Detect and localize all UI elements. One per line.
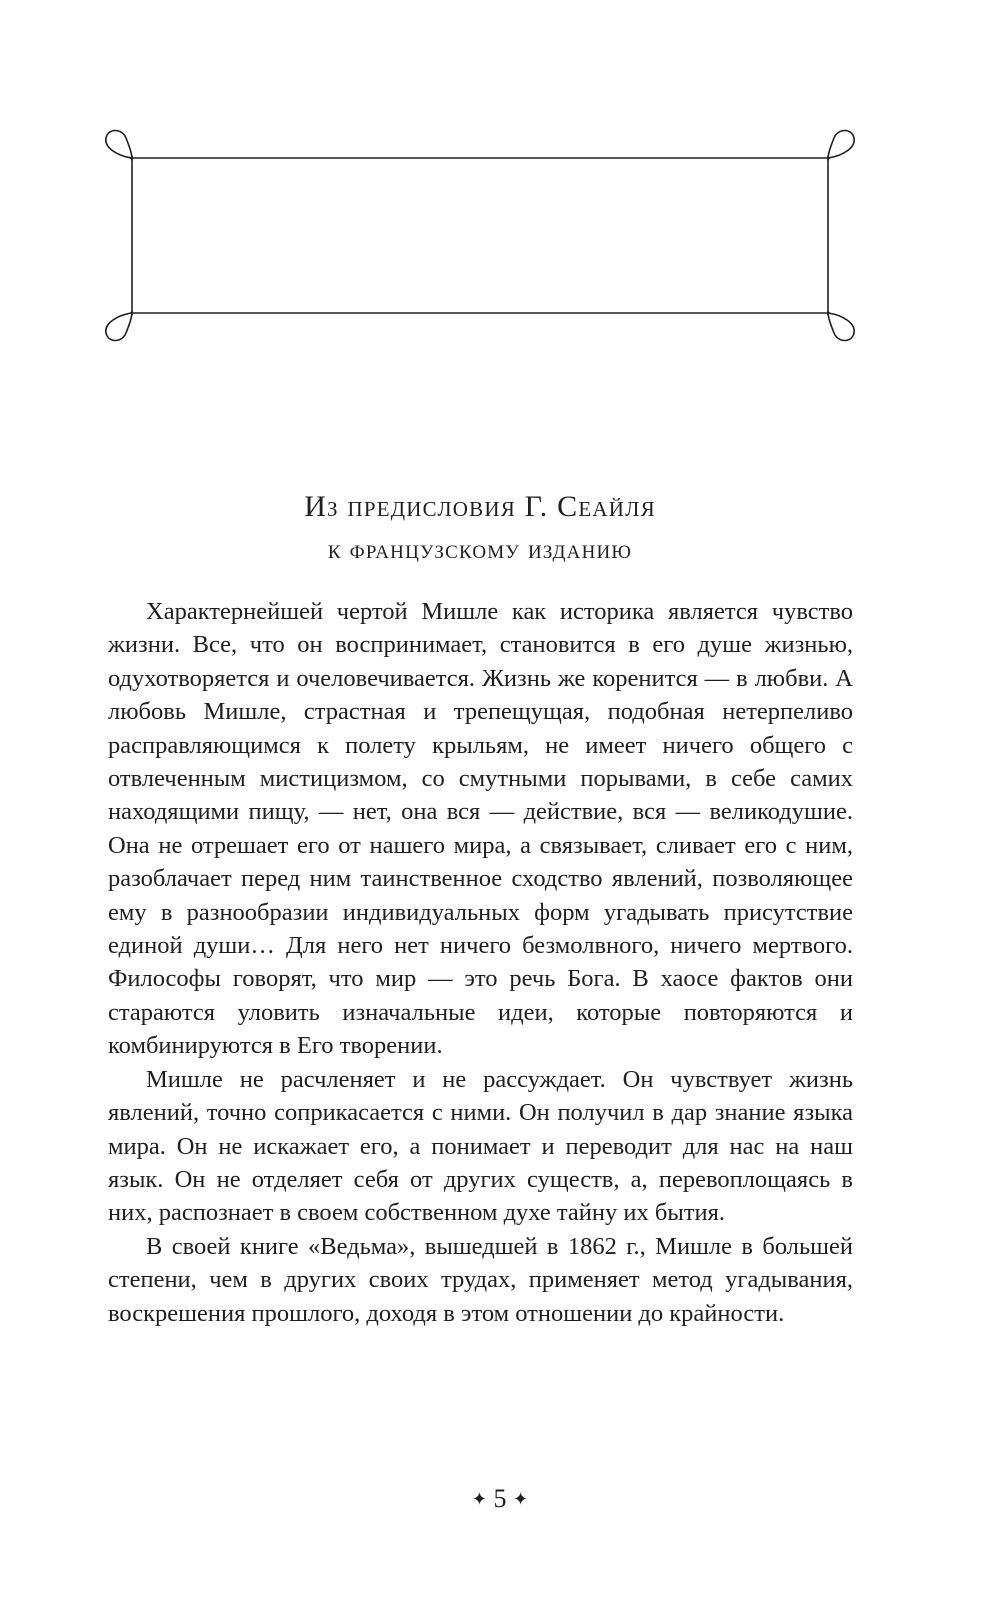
heading-line-1: Из предисловия Г. Сеайля xyxy=(304,490,656,523)
page-number-footer xyxy=(0,1484,1000,1514)
four-pointed-star-icon: ✦ xyxy=(471,1489,487,1509)
decorative-frame-icon xyxy=(100,120,860,360)
heading-line-2: к французскому изданию xyxy=(327,534,633,564)
paragraph-1: Характернейшей чертой Мишле как историка является чувство жизни. Все, что он воспринимает, становится в его душе жизнью, одухотворяется и очеловечивается. Жизнь же коренится — в любви. А любовь Мишле, страстная и трепещущая, подобная нетерпеливо расправляющимся к полету крыльям, не имеет ничего общего с отвлеченным мистицизмом, со смутными порывами, в себе самих находящими пищу, — нет, она вся — действие, вся — великодушие. Она не отрешает его от нашего мира, а связывает, сливает его с ним, разоблачает перед ним таинственное сходство явлений, позволяющее ему в разнообразии индивидуальных форм угадывать присутствие единой души… Для него нет ничего безмолвного, ничего мертвого. Философы говорят, что мир — это речь Бога. В хаосе фактов они стараются уловить изначальные идеи, которые повторяются и комбинируются в Его творении. xyxy=(108,598,853,1060)
four-pointed-star-icon: ✦ xyxy=(513,1489,529,1509)
paragraph-2: Мишле не расчленяет и не рассуждает. Он чувствует жизнь явлений, точно соприкасается с ними. Он получил в дар знание языка мира. Он не искажает его, а понимает и переводит для нас на наш язык. Он не отделяет себя от других существ, а, перевоплощаясь в них, распознает в своем собственном духе тайну их бытия. xyxy=(108,1065,853,1227)
page-number: 5 xyxy=(493,1484,507,1513)
paragraph-3: В своей книге «Ведьма», вышедшей в 1862 г., Мишле в большей степени, чем в других своих трудах, применяет метод угадывания, воскрешения прошлого, доходя в этом отношении до крайности. xyxy=(108,1232,853,1327)
body-text xyxy=(108,595,853,1330)
chapter-heading xyxy=(110,486,850,570)
